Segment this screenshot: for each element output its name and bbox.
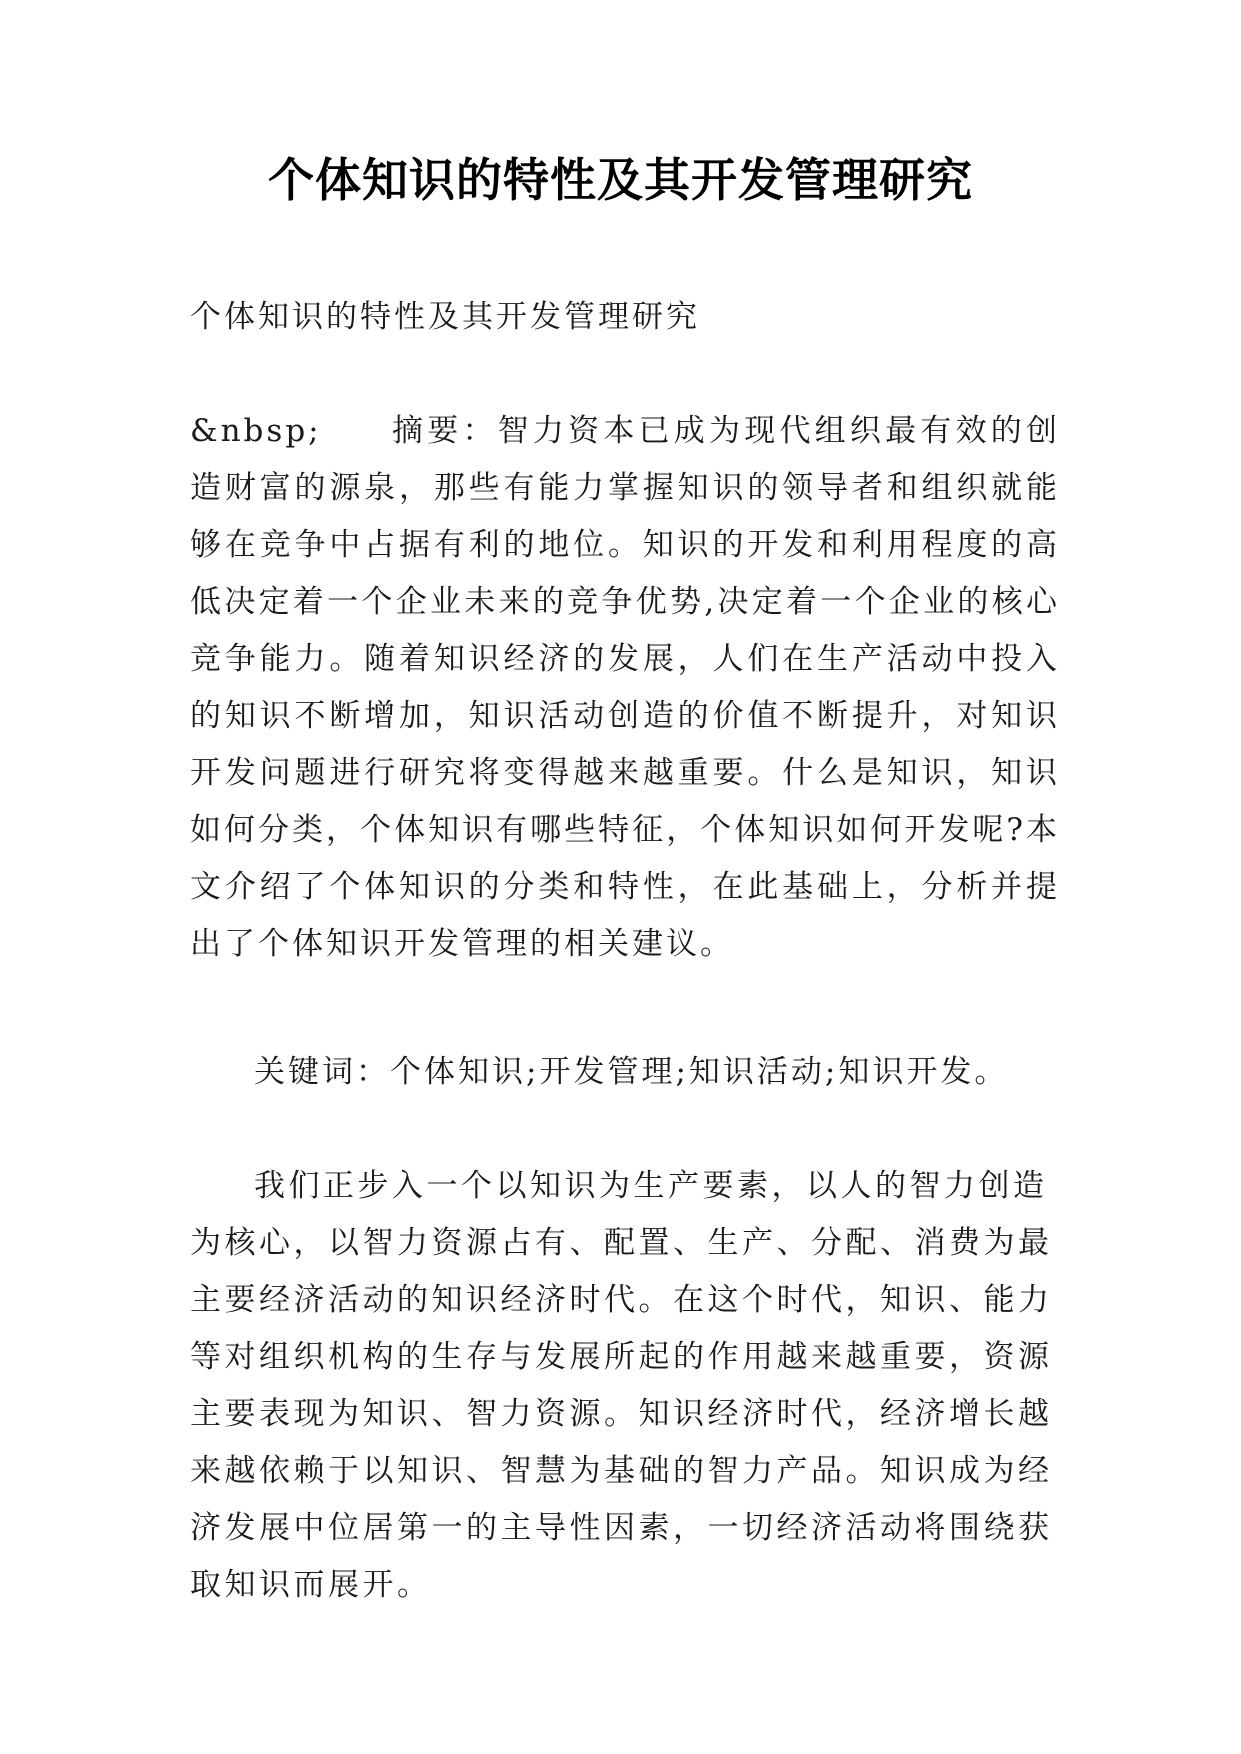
abstract-lead: &nbsp;	[190, 413, 392, 449]
abstract-paragraph	[190, 403, 1060, 973]
keywords-line: 关键词：个体知识;开发管理;知识活动;知识开发。	[254, 1054, 1009, 1090]
abstract-text: 摘要：智力资本已成为现代组织最有效的创造财富的源泉，那些有能力掌握知识的领导者和组织就能够在竞争中占据有利的地位。知识的开发和利用程度的高低决定着一个企业未来的竞争优势,决定着一个企业的核心竞争能力。随着知识经济的发展，人们在生产活动中投入的知识不断增加，知识活动创造的价值不断提升，对知识开发问题进行研究将变得越来越重要。什么是知识，知识如何分类，个体知识有哪些特征，个体知识如何开发呢?本文介绍了个体知识的分类和特性，在此基础上，分析并提出了个体知识开发管理的相关建议。	[190, 413, 1061, 962]
body-paragraph: 我们正步入一个以知识为生产要素，以人的智力创造为核心，以智力资源占有、配置、生产、分配、消费为最主要经济活动的知识经济时代。在这个时代，知识、能力等对组织机构的生存与发展所起的作用越来越重要，资源主要表现为知识、智力资源。知识经济时代，经济增长越来越依赖于以知识、智慧为基础的智力产品。知识成为经济发展中位居第一的主导性因素，一切经济活动将围绕获取知识而展开。	[190, 1168, 1053, 1603]
document-title: 个体知识的特性及其开发管理研究	[268, 153, 973, 207]
document-subtitle: 个体知识的特性及其开发管理研究	[190, 299, 700, 335]
